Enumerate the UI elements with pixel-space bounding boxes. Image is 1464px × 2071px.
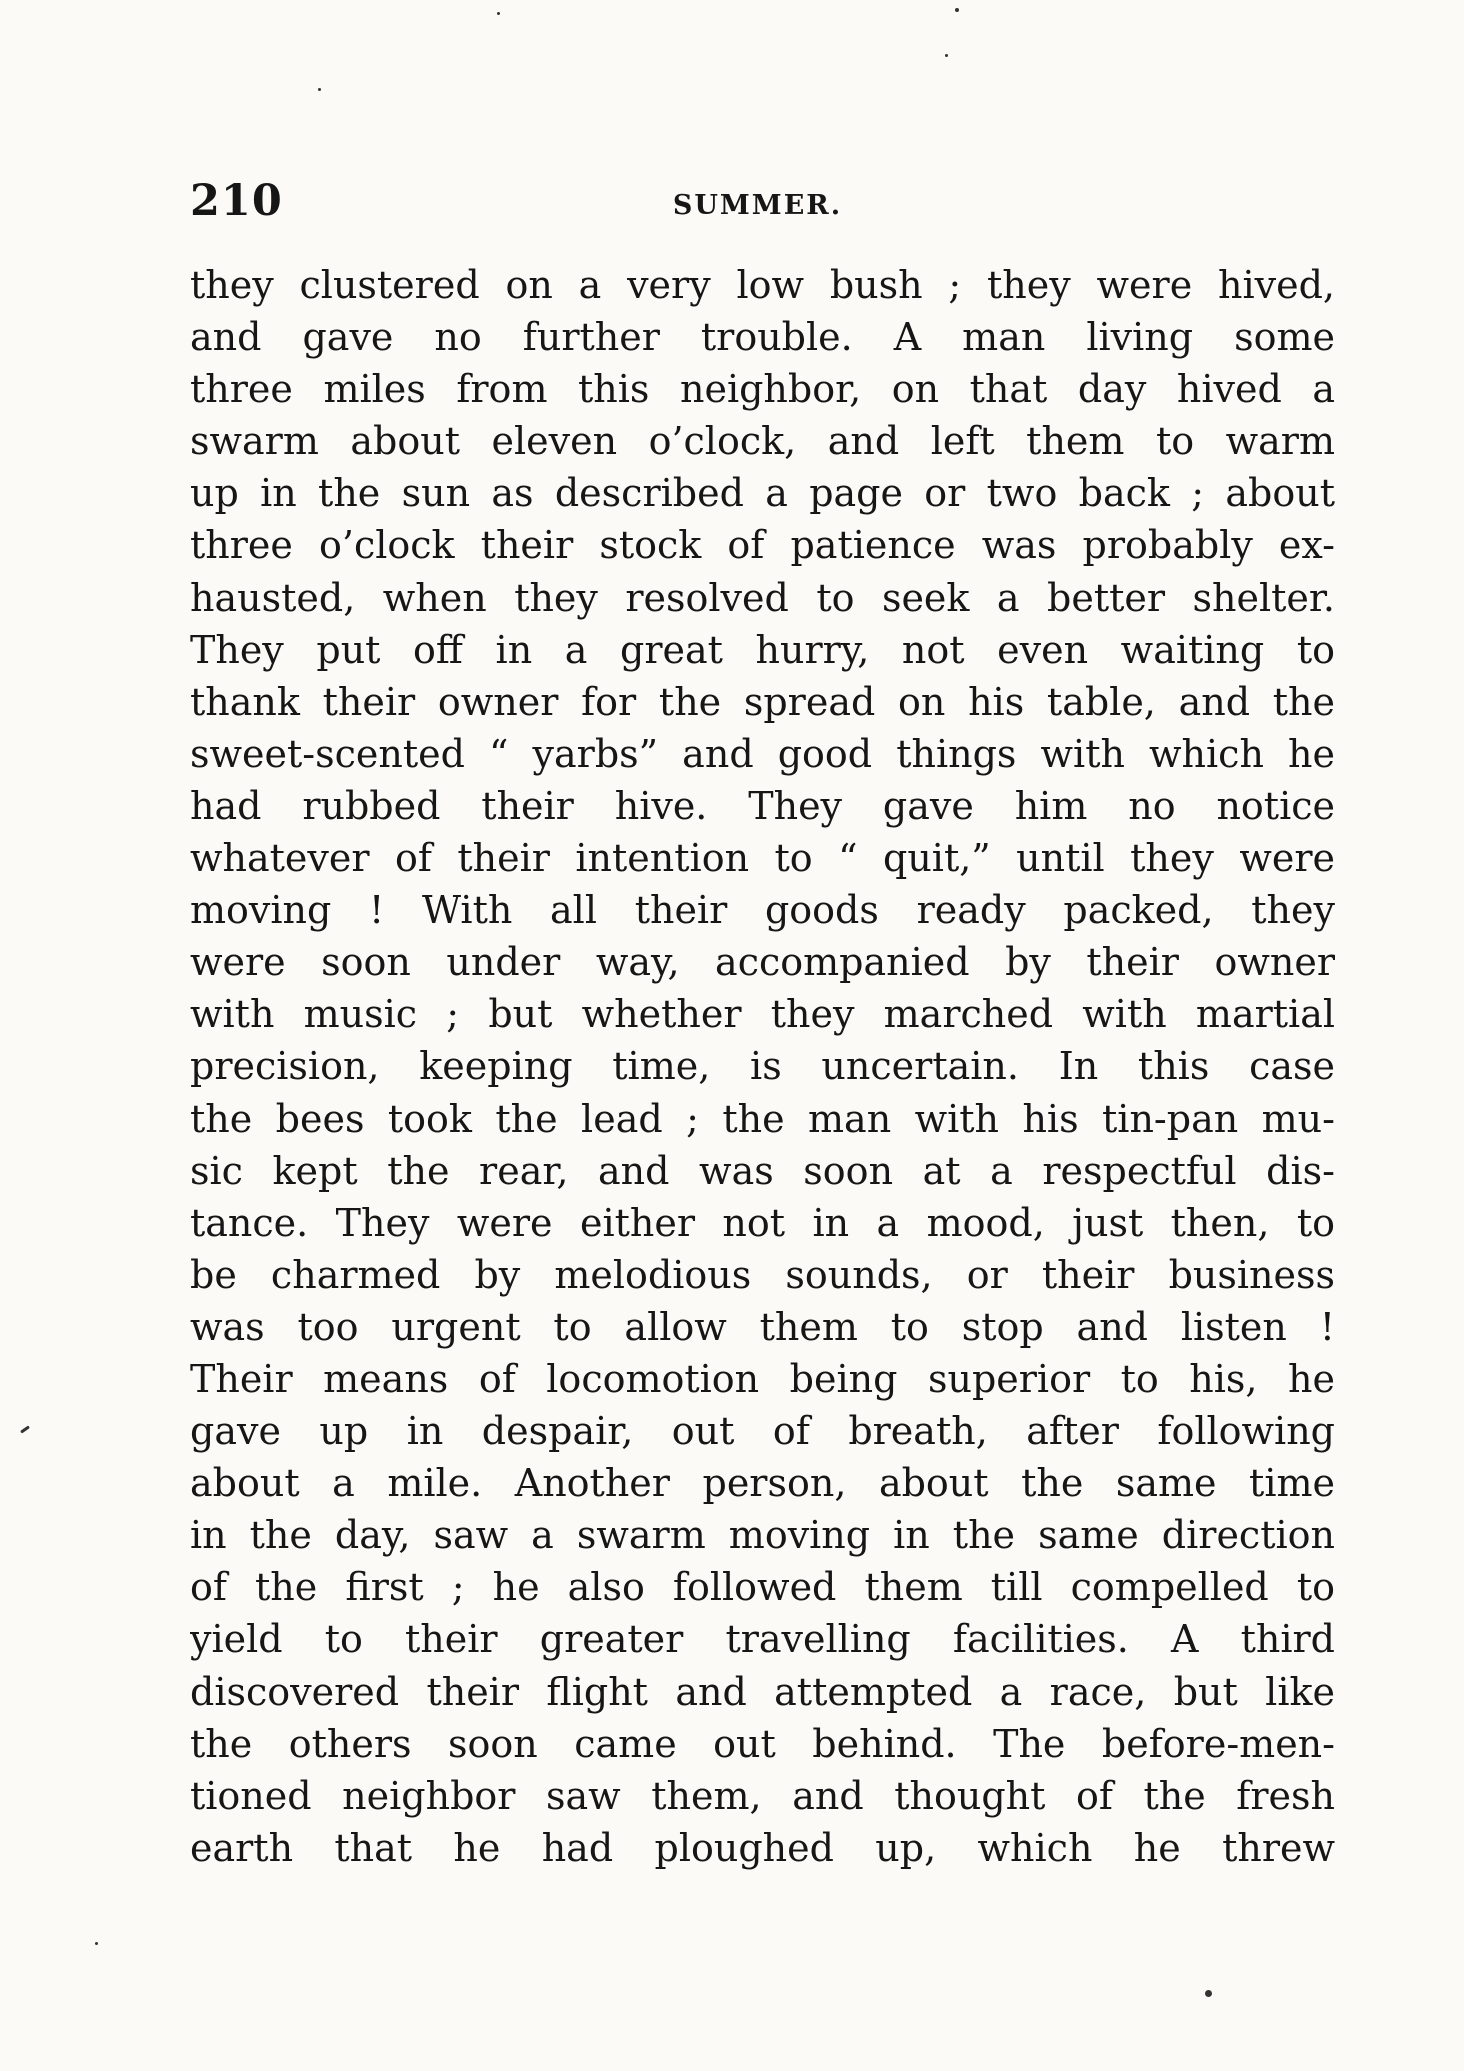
text-line: they clustered on a very low bush ; they were hived,	[190, 263, 1335, 307]
text-line: hausted, when they resolved to seek a better shelter.	[190, 575, 1335, 620]
text-line: with music ; but whether they marched with martial	[190, 992, 1335, 1037]
ink-speck	[318, 88, 321, 91]
text-line: up in the sun as described a page or two back ; about	[190, 471, 1335, 516]
text-line: were soon under way, accompanied by their owner	[190, 940, 1335, 985]
text-line: in the day, saw a swarm moving in the same direction	[190, 1513, 1335, 1558]
text-line: gave up in despair, out of breath, after following	[190, 1409, 1335, 1454]
ink-speck	[955, 8, 959, 12]
text-line: sic kept the rear, and was soon at a respectful dis-	[190, 1148, 1335, 1193]
text-line: the others soon came out behind. The before-men-	[190, 1721, 1335, 1766]
text-line: three o’clock their stock of patience was probably ex-	[190, 523, 1335, 568]
ink-speck	[497, 12, 500, 15]
text-line: precision, keeping time, is uncertain. In this case	[190, 1044, 1335, 1089]
ink-speck	[1205, 1990, 1212, 1997]
text-line: yield to their greater travelling facilities. A third	[190, 1617, 1335, 1662]
text-line: and gave no further trouble. A man living some	[190, 315, 1335, 360]
text-line: be charmed by melodious sounds, or their business	[190, 1252, 1335, 1297]
text-line: was too urgent to allow them to stop and listen !	[190, 1304, 1335, 1349]
text-line: about a mile. Another person, about the same time	[190, 1461, 1335, 1506]
text-line: Their means of locomotion being superior to his, he	[190, 1356, 1335, 1401]
text-line: swarm about eleven o’clock, and left them to warm	[190, 419, 1335, 464]
page-number: 210	[190, 176, 283, 226]
text-line: moving ! With all their goods ready packed, they	[190, 888, 1335, 933]
text-line: thank their owner for the spread on his table, and the	[190, 679, 1335, 724]
text-line: sweet-scented “ yarbs” and good things with which he	[190, 731, 1335, 776]
text-line: earth that he had ploughed up, which he threw	[190, 1825, 1335, 1870]
text-line: tioned neighbor saw them, and thought of the fresh	[190, 1773, 1335, 1818]
ink-speck	[945, 54, 948, 57]
text-line: three miles from this neighbor, on that day hived a	[190, 367, 1335, 412]
text-line: discovered their flight and attempted a race, but like	[190, 1669, 1335, 1714]
text-line: tance. They were either not in a mood, just then, to	[190, 1200, 1335, 1245]
running-title: SUMMER.	[672, 190, 843, 221]
text-line: had rubbed their hive. They gave him no notice	[190, 783, 1335, 828]
text-line: of the first ; he also followed them till compelled to	[190, 1565, 1335, 1610]
page-header	[190, 176, 1325, 236]
text-line: whatever of their intention to “ quit,” until they were	[190, 836, 1335, 881]
ink-speck	[20, 1425, 30, 1433]
text-line: They put off in a great hurry, not even waiting to	[190, 627, 1335, 672]
text-line: the bees took the lead ; the man with his tin-pan mu-	[190, 1096, 1335, 1141]
ink-speck	[95, 1942, 98, 1945]
body-text	[190, 259, 1335, 1874]
